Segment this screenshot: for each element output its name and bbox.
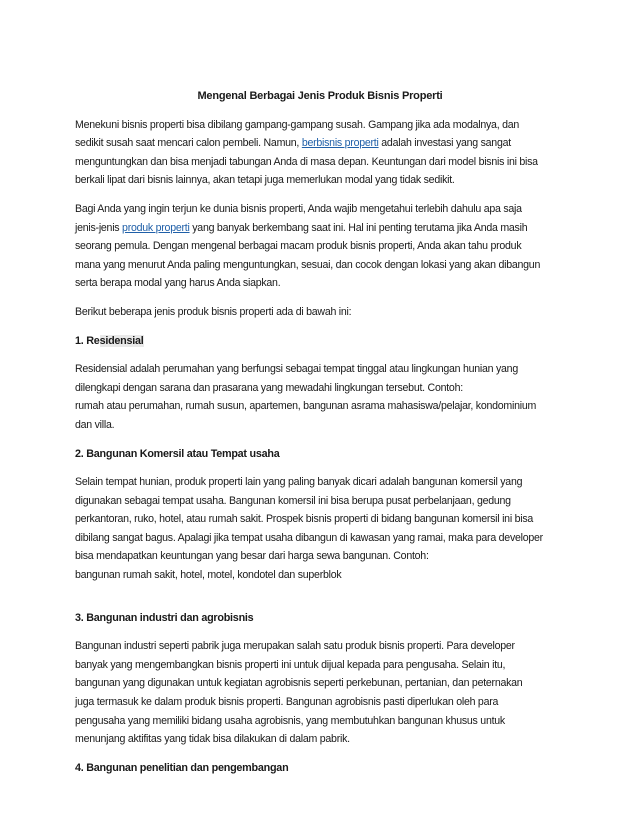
intro-paragraph [75,116,565,190]
text-line: menguntungkan dan bisa menjadi tabungan Anda di masa depan. Keuntungan dari model bisnis ini bisa [75,155,538,168]
document-body [75,87,565,787]
text-line: Bagi Anda yang ingin terjun ke dunia bisnis properti, Anda wajib mengetahui terlebih dahulu apa saja [75,202,522,215]
text-line: Menekuni bisnis properti bisa dibilang gampang-gampang susah. Gampang jika ada modalnya, dan [75,118,520,131]
text-line: dibilang sangat bagus. Apalagi jika tempat usaha dibangun di kawasan yang ramai, maka para developer [75,531,543,544]
paragraph-2 [75,200,565,293]
text-line: bangunan yang digunakan untuk kegiatan agrobisnis seperti perkebunan, pertanian, dan peternakan [75,677,523,690]
text-line [75,219,565,238]
section-2-paragraph [75,473,565,585]
text-span: yang banyak berkembang saat ini. Hal ini penting terutama jika Anda masih [189,221,528,234]
text-line: serta berapa modal yang harus Anda siapkan. [75,277,281,290]
text-line: mana yang menurut Anda paling menguntungkan, sesuai, dan cocok dengan lokasi yang akan dibangun [75,258,541,271]
text-line: berkali lipat dari bisnis lainnya, akan tetapi juga memerlukan modal yang tidak sedikit. [75,174,455,187]
highlighted-text: sidensial [99,334,144,347]
text-line: Selain tempat hunian, produk properti lain yang paling banyak dicari adalah bangunan komersil yang [75,476,523,489]
text-line: banyak yang mengembangkan bisnis properti ini untuk dijual kepada para pengusaha. Selain itu, [75,658,506,671]
blank-line [75,595,565,609]
link-produk-properti[interactable]: produk properti [122,221,190,234]
text-line: dan villa. [75,418,115,431]
text-line: juga termasuk ke dalam produk bisnis properti. Bangunan agrobisnis pasti diperlukan oleh para [75,696,499,709]
section-1-paragraph [75,360,565,434]
section-heading-residensial [75,332,565,351]
text-line: bisa mendapatkan keuntungan yang besar dari harga sewa bangunan. Contoh: [75,550,429,563]
link-berbisnis-properti[interactable]: berbisnis properti [301,137,379,150]
page-title: Mengenal Berbagai Jenis Produk Bisnis Properti [197,90,443,102]
section-heading-penelitian: 4. Bangunan penelitian dan pengembangan [75,761,289,774]
text-line: seorang pemula. Dengan mengenal berbagai macam produk bisnis properti, Anda akan tahu produk [75,240,522,253]
text-span: jenis-jenis [75,221,123,234]
text-line [75,134,565,153]
text-line: rumah atau perumahan, rumah susun, apartemen, bangunan asrama mahasiswa/pelajar, kondominium [75,400,537,413]
section-heading-komersil: 2. Bangunan Komersil atau Tempat usaha [75,447,280,460]
section-3-paragraph [75,637,565,749]
paragraph-3: Berikut beberapa jenis produk bisnis properti ada di bawah ini: [75,305,352,318]
text-line: bangunan rumah sakit, hotel, motel, kondotel dan superblok [75,569,342,582]
text-line: Residensial adalah perumahan yang berfungsi sebagai tempat tinggal atau lingkungan hunian yang [75,363,518,376]
text-line: perkantoran, ruko, hotel, atau rumah sakit. Prospek bisnis properti di bidang bangunan komersil ini bisa [75,513,534,526]
text-line: Bangunan industri seperti pabrik juga merupakan salah satu produk bisnis properti. Para developer [75,640,515,653]
text-line: dilengkapi dengan sarana dan prasarana yang mewadahi lingkungan tersebut. Contoh: [75,381,463,394]
text-line: pengusaha yang memiliki bidang usaha agrobisnis, yang membutuhkan bangunan khusus untuk [75,714,505,727]
text-line: digunakan sebagai tempat usaha. Bangunan komersil ini bisa berupa pusat perbelanjaan, gedung [75,494,511,507]
section-heading-industri: 3. Bangunan industri dan agrobisnis [75,611,254,624]
heading-text: 1. Re [75,334,100,347]
text-span: adalah investasi yang sangat [378,137,511,150]
text-span: sedikit susah saat mencari calon pembeli. Namun, [75,137,302,150]
text-line: menunjang aktifitas yang tidak bisa dilakukan di dalam pabrik. [75,733,350,746]
